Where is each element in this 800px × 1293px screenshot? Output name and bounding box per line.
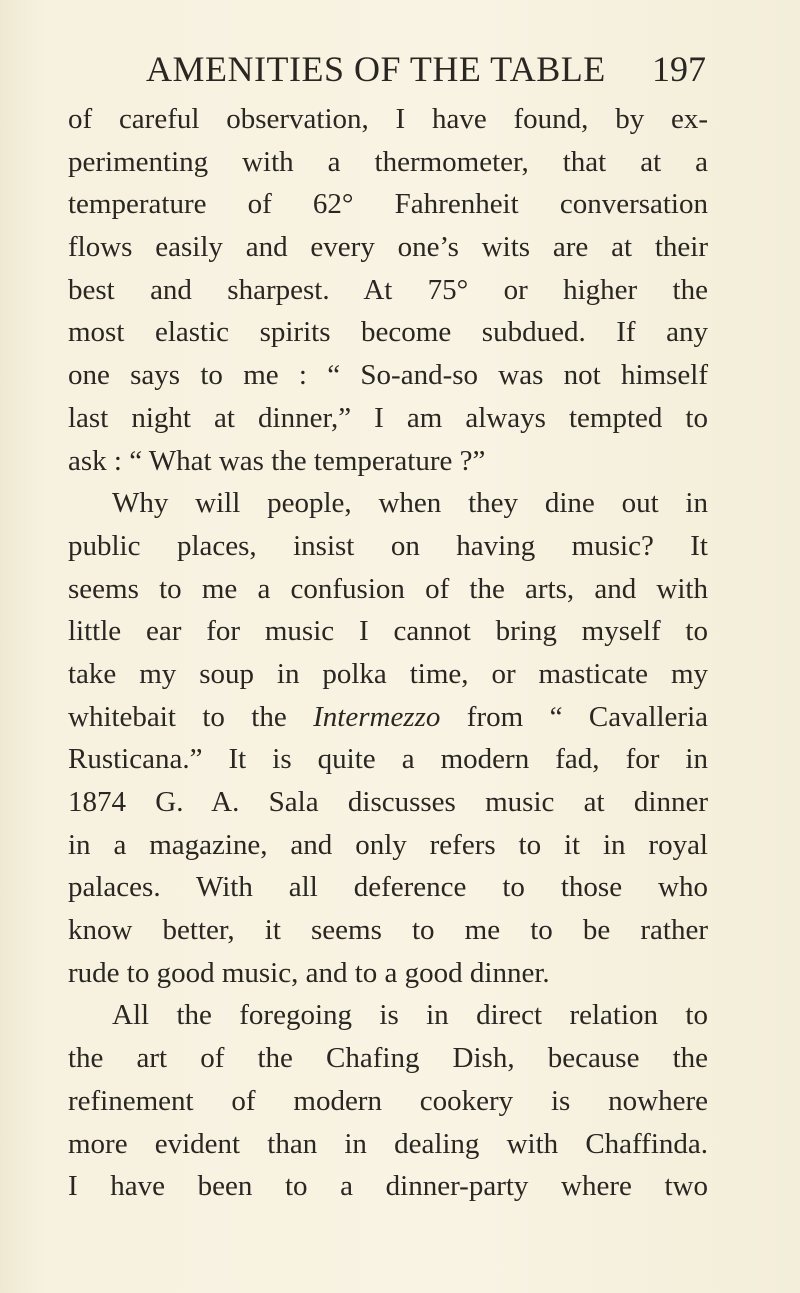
text-line: ask : “ What was the temperature ?”: [68, 444, 486, 477]
text-segment: from “ Cavalleria: [440, 700, 709, 733]
text-line: best and sharpest. At 75° or higher the: [68, 273, 708, 306]
running-head: AMENITIES OF THE TABLE: [146, 49, 606, 89]
text-line: more evident than in dealing with Chaffinda.: [68, 1127, 708, 1160]
text-line: little ear for music I cannot bring myself to: [68, 615, 708, 648]
text-line: in a magazine, and only refers to it in royal: [68, 828, 708, 861]
text-line: seems to me a confusion of the arts, and with: [68, 572, 708, 605]
text-line: one says to me : “ So-and-so was not himself: [68, 359, 708, 392]
text-line: take my soup in polka time, or masticate my: [68, 657, 708, 690]
text-line: of careful observation, I have found, by ex-: [68, 103, 708, 135]
text-line: palaces. With all deference to those who: [68, 871, 708, 904]
text-line: most elastic spirits become subdued. If any: [68, 316, 708, 349]
text-line: last night at dinner,” I am always tempted to: [68, 401, 708, 434]
text-line: refinement of modern cookery is nowhere: [68, 1084, 708, 1117]
text-line: Rusticana.” It is quite a modern fad, for in: [68, 743, 708, 776]
text-line: All the foregoing is in direct relation to: [112, 999, 708, 1032]
text-line: rude to good music, and to a good dinner.: [68, 956, 550, 989]
text-line: 1874 G. A. Sala discusses music at dinner: [68, 786, 708, 818]
text-line: [68, 696, 708, 739]
text-line: flows easily and every one’s wits are at their: [68, 231, 708, 264]
page-header: [146, 44, 706, 94]
page-number: 197: [652, 49, 706, 89]
text-line: know better, it seems to me to be rather: [68, 914, 708, 947]
text-segment: whitebait to the: [68, 700, 314, 733]
italic-title: Intermezzo: [313, 700, 441, 733]
text-line: Why will people, when they dine out in: [112, 487, 708, 520]
body-text: [68, 98, 708, 1208]
text-line: I have been to a dinner-party where two: [68, 1170, 708, 1203]
text-line: the art of the Chafing Dish, because the: [68, 1042, 708, 1075]
text-line: public places, insist on having music? It: [68, 529, 708, 562]
text-line: perimenting with a thermometer, that at a: [68, 145, 708, 178]
text-line: temperature of 62° Fahrenheit conversation: [68, 188, 708, 221]
